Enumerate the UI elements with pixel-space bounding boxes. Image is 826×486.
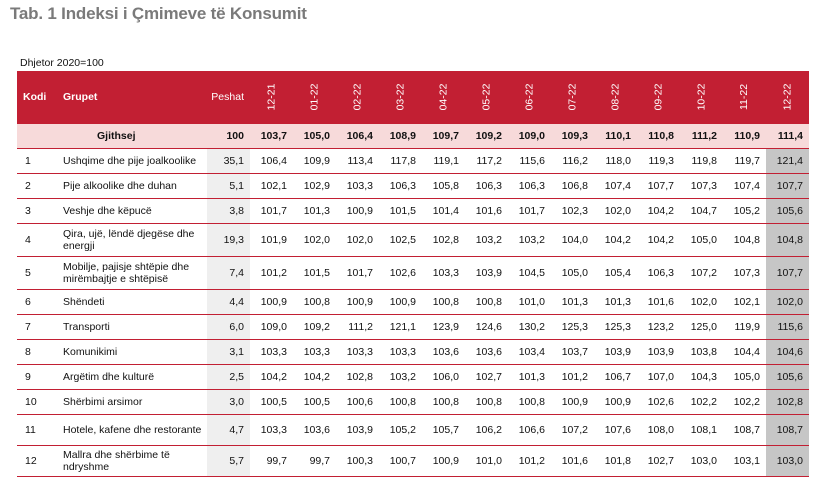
row-value: 111,2 (336, 314, 379, 339)
row-value: 103,9 (465, 256, 508, 289)
row-value: 107,0 (637, 364, 680, 389)
row-code: 5 (17, 256, 51, 289)
row-weight: 35,1 (207, 148, 250, 173)
row-code: 11 (17, 414, 51, 445)
row-value: 105,2 (379, 414, 422, 445)
row-value: 100,9 (379, 289, 422, 314)
row-value: 100,9 (422, 445, 465, 476)
row-value: 102,6 (637, 389, 680, 414)
row-value: 100,8 (508, 389, 551, 414)
total-value: 110,1 (594, 123, 637, 148)
row-value: 103,8 (680, 339, 723, 364)
header-month: 04-22 (422, 71, 465, 123)
row-value: 102,0 (680, 289, 723, 314)
row-value: 102,8 (422, 223, 465, 256)
row-value: 104,7 (680, 198, 723, 223)
table-row (17, 364, 809, 389)
row-weight: 3,1 (207, 339, 250, 364)
total-value: 105,0 (293, 123, 336, 148)
row-value: 100,9 (336, 198, 379, 223)
row-value: 106,2 (465, 414, 508, 445)
row-value: 107,2 (551, 414, 594, 445)
total-value: 108,9 (379, 123, 422, 148)
header-month: 08-22 (594, 71, 637, 123)
row-value: 101,7 (508, 198, 551, 223)
row-value: 103,9 (594, 339, 637, 364)
row-value: 102,3 (551, 198, 594, 223)
header-month: 05-22 (465, 71, 508, 123)
header-month: 01-22 (293, 71, 336, 123)
row-value: 101,0 (465, 445, 508, 476)
header-kodi: Kodi (17, 71, 51, 123)
table-row (17, 445, 809, 476)
row-value: 103,3 (250, 339, 293, 364)
row-value: 103,0 (680, 445, 723, 476)
row-value: 108,0 (637, 414, 680, 445)
row-code: 4 (17, 223, 51, 256)
row-value: 125,0 (680, 314, 723, 339)
row-value: 101,8 (594, 445, 637, 476)
row-value: 104,8 (766, 223, 809, 256)
row-code: 7 (17, 314, 51, 339)
row-value: 109,9 (293, 148, 336, 173)
row-value: 117,2 (465, 148, 508, 173)
row-value: 107,2 (680, 256, 723, 289)
table-row (17, 289, 809, 314)
row-value: 100,8 (465, 389, 508, 414)
row-value: 101,2 (551, 364, 594, 389)
row-value: 130,2 (508, 314, 551, 339)
row-value: 119,7 (723, 148, 766, 173)
row-value: 117,8 (379, 148, 422, 173)
row-group: Qira, ujë, lëndë djegëse dhe energji (51, 223, 207, 256)
total-value: 111,2 (680, 123, 723, 148)
row-value: 103,6 (422, 339, 465, 364)
row-value: 124,6 (465, 314, 508, 339)
row-value: 104,0 (551, 223, 594, 256)
total-value: 106,4 (336, 123, 379, 148)
total-weight: 100 (207, 123, 250, 148)
row-value: 103,3 (336, 173, 379, 198)
row-value: 101,0 (508, 289, 551, 314)
row-group: Ushqime dhe pije joalkoolike (51, 148, 207, 173)
header-grupet: Grupet (51, 71, 207, 123)
header-month: 11-22 (723, 71, 766, 123)
row-value: 100,7 (379, 445, 422, 476)
row-value: 100,9 (551, 389, 594, 414)
row-value: 104,4 (723, 339, 766, 364)
row-value: 103,2 (508, 223, 551, 256)
row-value: 100,8 (465, 289, 508, 314)
row-value: 101,3 (508, 364, 551, 389)
row-value: 103,4 (508, 339, 551, 364)
row-value: 106,3 (508, 173, 551, 198)
total-value: 110,9 (723, 123, 766, 148)
row-value: 108,1 (680, 414, 723, 445)
row-value: 100,8 (293, 289, 336, 314)
row-value: 100,5 (293, 389, 336, 414)
row-value: 101,3 (551, 289, 594, 314)
row-value: 106,6 (508, 414, 551, 445)
row-value: 101,2 (250, 256, 293, 289)
row-value: 100,8 (422, 289, 465, 314)
row-value: 107,3 (723, 256, 766, 289)
row-group: Shërbimi arsimor (51, 389, 207, 414)
row-value: 105,0 (680, 223, 723, 256)
row-value: 106,3 (637, 256, 680, 289)
row-value: 121,4 (766, 148, 809, 173)
row-value: 102,0 (766, 289, 809, 314)
row-value: 104,8 (723, 223, 766, 256)
row-code: 8 (17, 339, 51, 364)
table-row (17, 414, 809, 445)
row-group: Shëndeti (51, 289, 207, 314)
row-value: 103,0 (766, 445, 809, 476)
row-value: 103,7 (551, 339, 594, 364)
row-value: 102,1 (723, 289, 766, 314)
total-value: 109,7 (422, 123, 465, 148)
row-value: 106,0 (422, 364, 465, 389)
row-value: 115,6 (766, 314, 809, 339)
row-value: 101,3 (293, 198, 336, 223)
row-value: 107,6 (594, 414, 637, 445)
total-value: 111,4 (766, 123, 809, 148)
row-group: Mallra dhe shërbime të ndryshme (51, 445, 207, 476)
row-weight: 5,7 (207, 445, 250, 476)
row-value: 108,7 (766, 414, 809, 445)
row-value: 107,4 (723, 173, 766, 198)
row-code: 9 (17, 364, 51, 389)
row-value: 102,5 (379, 223, 422, 256)
row-value: 100,8 (379, 389, 422, 414)
table-row (17, 198, 809, 223)
row-weight: 6,0 (207, 314, 250, 339)
row-value: 102,1 (250, 173, 293, 198)
row-value: 103,3 (422, 256, 465, 289)
header-row (17, 71, 809, 123)
row-value: 103,3 (336, 339, 379, 364)
row-value: 106,4 (250, 148, 293, 173)
row-value: 107,7 (766, 173, 809, 198)
row-value: 123,2 (637, 314, 680, 339)
table-title: Tab. 1 Indeksi i Çmimeve të Konsumit (10, 4, 307, 23)
row-value: 102,0 (336, 223, 379, 256)
row-value: 103,6 (293, 414, 336, 445)
table-row (17, 148, 809, 173)
row-value: 102,9 (293, 173, 336, 198)
row-value: 107,4 (594, 173, 637, 198)
row-weight: 3,0 (207, 389, 250, 414)
row-group: Komunikimi (51, 339, 207, 364)
table-row (17, 389, 809, 414)
row-value: 103,3 (379, 339, 422, 364)
header-month: 03-22 (379, 71, 422, 123)
total-value: 109,0 (508, 123, 551, 148)
row-value: 102,7 (465, 364, 508, 389)
row-value: 102,8 (766, 389, 809, 414)
row-code: 1 (17, 148, 51, 173)
total-value: 103,7 (250, 123, 293, 148)
row-value: 100,3 (336, 445, 379, 476)
row-value: 99,7 (250, 445, 293, 476)
row-value: 101,6 (551, 445, 594, 476)
table-row (17, 256, 809, 289)
row-weight: 4,4 (207, 289, 250, 314)
row-value: 106,8 (551, 173, 594, 198)
row-value: 105,0 (551, 256, 594, 289)
row-value: 101,7 (336, 256, 379, 289)
total-row (17, 123, 809, 148)
row-value: 105,0 (723, 364, 766, 389)
row-value: 103,3 (293, 339, 336, 364)
row-value: 106,3 (465, 173, 508, 198)
row-value: 105,6 (766, 364, 809, 389)
row-weight: 19,3 (207, 223, 250, 256)
row-value: 100,6 (336, 389, 379, 414)
row-group: Mobilje, pajisje shtëpie dhe mirëmbajtje e shtëpisë (51, 256, 207, 289)
row-code: 12 (17, 445, 51, 476)
table-row (17, 173, 809, 198)
row-value: 101,6 (465, 198, 508, 223)
header-month: 06-22 (508, 71, 551, 123)
row-code: 10 (17, 389, 51, 414)
row-value: 109,0 (250, 314, 293, 339)
row-value: 103,2 (465, 223, 508, 256)
row-value: 101,4 (422, 198, 465, 223)
row-value: 116,2 (551, 148, 594, 173)
row-value: 104,3 (680, 364, 723, 389)
row-code: 6 (17, 289, 51, 314)
row-value: 101,5 (293, 256, 336, 289)
row-value: 104,2 (250, 364, 293, 389)
row-value: 107,3 (680, 173, 723, 198)
row-value: 106,3 (379, 173, 422, 198)
row-group: Pije alkoolike dhe duhan (51, 173, 207, 198)
row-value: 125,3 (551, 314, 594, 339)
row-value: 103,3 (250, 414, 293, 445)
table-row (17, 223, 809, 256)
header-month: 12-22 (766, 71, 809, 123)
row-value: 105,7 (422, 414, 465, 445)
row-value: 100,8 (422, 389, 465, 414)
row-value: 104,2 (594, 223, 637, 256)
row-group: Transporti (51, 314, 207, 339)
row-value: 100,9 (250, 289, 293, 314)
total-value: 109,3 (551, 123, 594, 148)
row-value: 102,2 (680, 389, 723, 414)
row-value: 102,0 (594, 198, 637, 223)
row-value: 119,8 (680, 148, 723, 173)
row-value: 103,1 (723, 445, 766, 476)
header-month: 09-22 (637, 71, 680, 123)
row-value: 107,7 (637, 173, 680, 198)
table-row (17, 339, 809, 364)
row-value: 101,7 (250, 198, 293, 223)
row-value: 102,2 (723, 389, 766, 414)
row-value: 106,7 (594, 364, 637, 389)
row-value: 103,9 (637, 339, 680, 364)
row-group: Hotele, kafene dhe restorante (51, 414, 207, 445)
row-value: 100,9 (336, 289, 379, 314)
total-value: 110,8 (637, 123, 680, 148)
total-label: Gjithsej (51, 123, 207, 148)
row-value: 101,3 (594, 289, 637, 314)
header-month: 07-22 (551, 71, 594, 123)
base-period-note: Dhjetor 2020=100 (20, 57, 104, 69)
row-value: 105,8 (422, 173, 465, 198)
row-value: 108,7 (723, 414, 766, 445)
row-weight: 7,4 (207, 256, 250, 289)
row-value: 102,6 (379, 256, 422, 289)
header-peshat: Peshat (207, 71, 250, 123)
row-value: 102,7 (637, 445, 680, 476)
row-group: Argëtim dhe kulturë (51, 364, 207, 389)
row-value: 109,2 (293, 314, 336, 339)
total-code (17, 123, 51, 148)
total-value: 109,2 (465, 123, 508, 148)
row-value: 104,2 (293, 364, 336, 389)
row-value: 107,7 (766, 256, 809, 289)
row-value: 101,6 (637, 289, 680, 314)
row-value: 104,5 (508, 256, 551, 289)
row-value: 102,0 (293, 223, 336, 256)
row-weight: 5,1 (207, 173, 250, 198)
row-value: 113,4 (336, 148, 379, 173)
row-value: 105,4 (594, 256, 637, 289)
row-group: Veshje dhe këpucë (51, 198, 207, 223)
row-code: 3 (17, 198, 51, 223)
row-value: 104,2 (637, 198, 680, 223)
row-value: 99,7 (293, 445, 336, 476)
row-value: 101,2 (508, 445, 551, 476)
row-value: 100,5 (250, 389, 293, 414)
row-value: 100,9 (594, 389, 637, 414)
row-value: 123,9 (422, 314, 465, 339)
row-value: 104,2 (637, 223, 680, 256)
row-value: 102,8 (336, 364, 379, 389)
row-value: 118,0 (594, 148, 637, 173)
row-code: 2 (17, 173, 51, 198)
row-value: 103,9 (336, 414, 379, 445)
row-value: 115,6 (508, 148, 551, 173)
row-weight: 2,5 (207, 364, 250, 389)
row-value: 105,2 (723, 198, 766, 223)
row-value: 105,6 (766, 198, 809, 223)
row-value: 121,1 (379, 314, 422, 339)
row-weight: 3,8 (207, 198, 250, 223)
table-row (17, 314, 809, 339)
row-weight: 4,7 (207, 414, 250, 445)
row-value: 103,6 (465, 339, 508, 364)
row-value: 125,3 (594, 314, 637, 339)
row-value: 119,9 (723, 314, 766, 339)
header-month: 02-22 (336, 71, 379, 123)
row-value: 104,6 (766, 339, 809, 364)
row-value: 101,5 (379, 198, 422, 223)
row-value: 103,2 (379, 364, 422, 389)
header-month: 12-21 (250, 71, 293, 123)
row-value: 119,3 (637, 148, 680, 173)
header-month: 10-22 (680, 71, 723, 123)
row-value: 101,9 (250, 223, 293, 256)
cpi-table (17, 71, 809, 477)
row-value: 119,1 (422, 148, 465, 173)
